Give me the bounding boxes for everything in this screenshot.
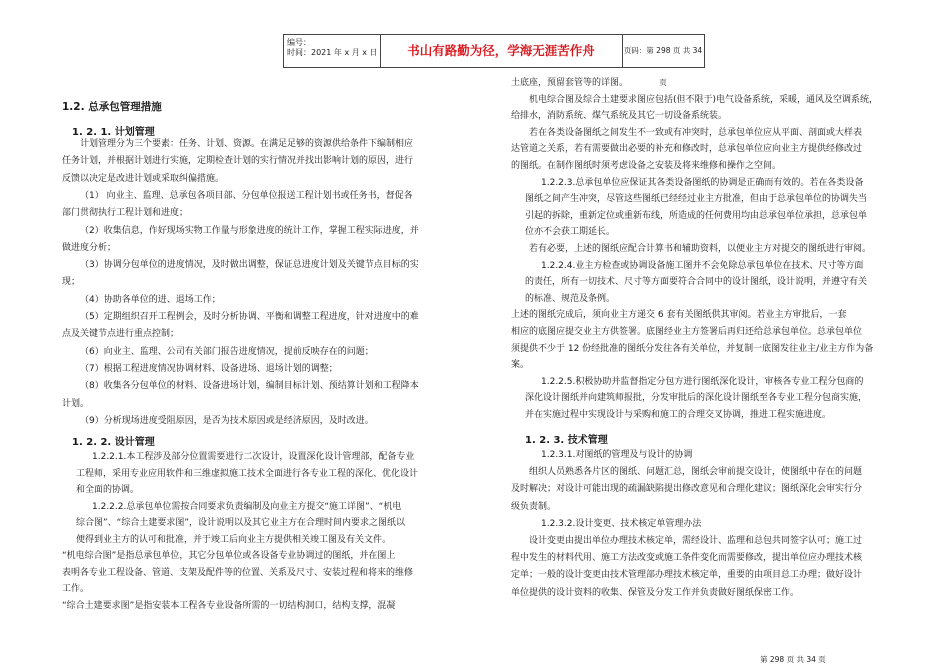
text-line: （2）收集信息，作好现场实物工作量与形象进度的统计工作，掌握工程实际进度，并 — [80, 225, 419, 236]
header-motto: 书山有路勤为径，学海无涯苦作舟 — [380, 35, 623, 67]
text-line: 须提供不少于 12 份经批准的图纸分发往各有关单位，并复制一底图发往业主/业主方作为备 — [511, 343, 874, 354]
text-line: 单位提供的设计资料的收集、保管及分发工作并负责做好图纸保密工作。 — [511, 587, 800, 598]
text-line: 1.2.2.2.总承包单位需按合同要求负责编制及向业主方提交“施工详图”、“机电 — [92, 501, 402, 512]
text-line: 组织人员熟悉各片区的图纸、问题汇总，图纸会审前提交设计，使图纸中存在的问题 — [529, 467, 863, 478]
text-line: 反馈以决定是改进计划或采取纠偏措施。 — [62, 173, 225, 184]
text-line: 1.2.3.2.设计变更、技术核定单管理办法 — [541, 518, 702, 529]
text-line: （6）向业主、监理、公司有关部门报告进度情况，提前反映存在的问题； — [80, 346, 374, 357]
text-line: 图纸之间产生冲突，尽管这些图纸已经经过业主方批准，但由于总承包单位的协调失当 — [525, 194, 868, 205]
header-info-cell — [284, 35, 381, 67]
subsection-title-technical: 1. 2. 3. 技术管理 — [525, 435, 608, 446]
text-line: （7）根据工程进度情况协调材料、设备进场、退场计划的调整； — [80, 363, 338, 374]
text-line: 部门贯彻执行工程计划和进度； — [62, 208, 189, 219]
header-page-label: 页码：第 298 页 共 34 页 — [623, 46, 703, 87]
text-line: 给排水，消防系统、煤气系统及其它一切设备系统装。 — [511, 111, 728, 122]
text-line: 若在各类设备图纸之间发生不一致或有冲突时，总承包单位应从平面、剖面或大样表 — [529, 127, 863, 138]
text-line: （1） 向业主、监理、总承包各项目部、分包单位报送工程计划书或任务书，督促各 — [80, 190, 413, 201]
text-line: 点及关键节点进行重点控制； — [62, 329, 180, 340]
text-line: 工程师，采用专业应用软件和三维虚拟施工技术全面进行各专业工程的深化、优化设计 — [76, 468, 419, 479]
text-line: 程中发生的材料代用、施工方法改变或施工条件变化而需要修改，提出单位应办理技术核 — [511, 553, 863, 564]
text-line: 并在实施过程中实现设计与采购和施工的合理交叉协调，推进工程实施进度。 — [525, 410, 832, 420]
text-line: 级负责制。 — [511, 501, 557, 512]
text-line: （9）分析现场进度受阻原因，是否为技术原因或是经济原因，及时改进。 — [80, 415, 374, 426]
text-line: 做进度分析； — [62, 242, 117, 253]
text-line: 1.2.2.4.业主方检查或协调设备施工图并不会免除总承包单位在技术、尺寸等方面 — [541, 260, 864, 271]
text-line: 的图纸。在制作图纸时须考虑设备之安装及将来维修和操作之空间。 — [511, 161, 782, 171]
text-line: “综合土建要求图”是指安装本工程各专业设备所需的一切结构洞口，结构支撑，混凝 — [62, 600, 396, 611]
text-line: 便得到业主方的认可和批准，并于竣工后向业主方提供相关竣工图及有关文件。 — [76, 534, 392, 545]
text-line: 任务计划，并根据计划进行实施，定期检查计划的实行情况并找出影响计划的原因，进行 — [62, 156, 414, 167]
text-line: “机电综合图”是指总承包单位，其它分包单位或各设备专业协调过的图纸，并在图上 — [62, 551, 396, 561]
text-line: 1.2.3.1.对图纸的管理及与设计的协调 — [541, 450, 693, 460]
page-footer: 第 298 页 共 34 页 — [760, 655, 826, 664]
text-line: 土底座，预留套管等的详图。 — [511, 78, 629, 88]
text-line: 1.2.2.3.总承包单位应保证其各类设备图纸的协调是正确而有效的。若在各类设备 — [541, 177, 864, 188]
time-label: 时间：2021 年 x 月 x 日 — [287, 48, 378, 57]
text-line: 若有必要，上述的图纸应配合计算书和辅助资料，以便业主方对提交的图纸进行审阅。 — [529, 244, 872, 254]
text-line: 定单；一般的设计变更由技术管理部办理技术核定单，重要的由项目总工办理；做好设计 — [511, 570, 863, 581]
text-line: 综合图”、“综合土建要求图”，设计说明以及其它业主方在合理时间内要求之图纸以 — [76, 518, 405, 528]
text-line: 相应的底图应提交业主方供签署。底图经业主方签署后再归还给总承包单位。总承包单位 — [511, 327, 863, 337]
section-title: 1.2. 总承包管理措施 — [62, 101, 162, 113]
text-line: 表明各专业工程设备、管道、支架及配件等的位置、关系及尺寸、安装过程和将来的维修 — [62, 567, 414, 578]
text-line: 现； — [62, 277, 81, 288]
text-line: （8）收集各分包单位的材料、设备进场计划，编制目标计划、预结算计划和工程降本 — [80, 381, 419, 392]
text-line: （5）定期组织召开工程例会，及时分析协调、平衡和调整工程进度，针对进度中的难 — [80, 312, 419, 322]
text-line: （4）协助各单位的进、退场工作； — [80, 294, 221, 305]
text-line: 1.2.2.1.本工程涉及部分位置需要进行二次设计，设置深化设计管理部，配备专业 — [92, 452, 415, 462]
text-line: 计划。 — [62, 398, 90, 409]
text-line: 的责任，所有一切技术、尺寸等方面要符合合同中的设计图纸，设计说明，并遵守有关 — [525, 277, 868, 288]
subsection-title-design: 1. 2. 2. 设计管理 — [72, 437, 155, 448]
text-line: 计划管理分为三个要素：任务、计划、资源。在满足足够的资源供给条件下编制相应 — [80, 139, 414, 149]
code-label: 编号： — [287, 38, 311, 47]
text-line: 的标准、规范及条例。 — [525, 293, 616, 304]
text-line: 深化设计图纸并向建筑师报批，分发审批后的深化设计图纸至各专业工程分包商实施， — [525, 393, 868, 404]
text-line: 及时解决；对设计可能出现的疏漏缺陷提出修改意见和合理化建议；图纸深化会审实行分 — [511, 484, 863, 495]
text-line: 案。 — [511, 360, 530, 371]
text-line: 机电综合图及综合土建要求图应包括(但不限于)电气设备系统，采暖，通风及空调系统， — [529, 94, 879, 105]
text-line: 和全面的协调。 — [76, 485, 140, 495]
text-line: 1.2.2.5.积极协助并监督指定分包方进行图纸深化设计，审核各专业工程分包商的 — [541, 376, 864, 387]
text-line: 达管道之关系，若有需要做出必要的补充和修改时，总承包单位应向业主方提供经修改过 — [511, 144, 863, 155]
text-line: 设计变更由提出单位办理技术核定单，需经设计、监理和总包共同签字认可；施工过 — [529, 536, 863, 546]
text-line: 工作。 — [62, 584, 90, 594]
text-line: （3）协调分包单位的进度情况，及时做出调整，保证总进度计划及关键节点目标的实 — [80, 260, 419, 271]
text-line: 引起的拆除，重新定位或重新布线，所造成的任何费用均由总承包单位承担，总承包单 — [525, 210, 868, 221]
text-line: 位亦不会获工期延长。 — [525, 227, 616, 238]
subsection-title-plan: 1. 2. 1. 计划管理 — [72, 127, 155, 138]
text-line: 上述的图纸完成后，须向业主方递交 6 套有关图纸供其审阅。若业主方审批后，一套 — [511, 310, 847, 321]
